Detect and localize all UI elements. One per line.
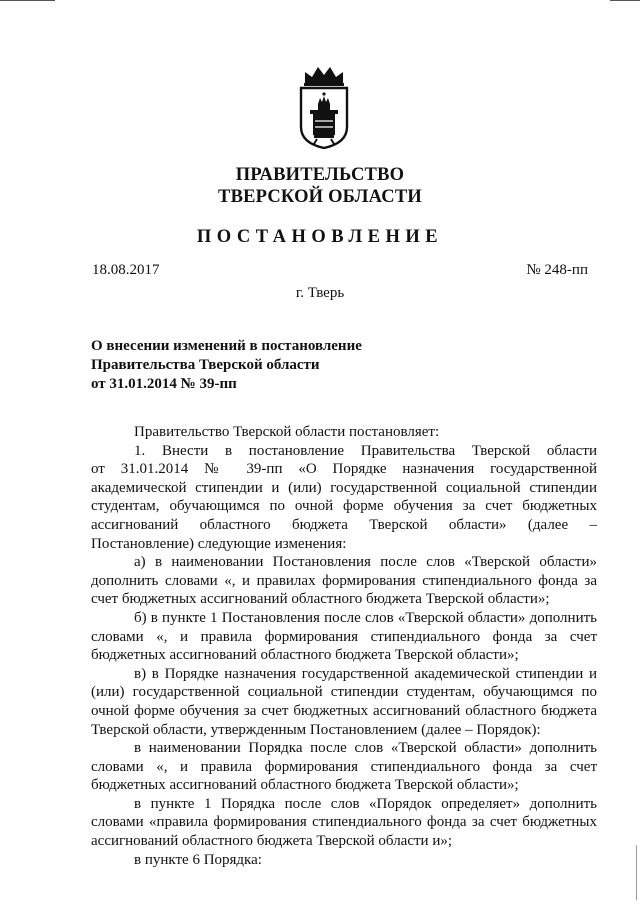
document-city: г. Тверь [295,285,345,301]
subject-line: от 31.01.2014 № 39-пп [91,376,237,392]
body-line: в пункте 6 Порядка: [134,851,262,868]
document-type-title: ПОСТАНОВЛЕНИЕ [196,227,444,247]
body-line: Постановление) следующие изменения: [91,535,347,552]
body-line: б) в пункте 1 Постановления после слов «Тверской области» дополнить [134,609,597,626]
body-line: Тверской области, утвержденным Постановлением (далее – Порядок): [91,721,541,738]
body-line: Правительство Тверской области постановляет: [134,424,440,440]
body-line: бюджетных ассигнований областного бюджета Тверской области»; [91,647,519,664]
body-line: студентам, обучающимся по очной форме обучения за счет бюджетных [91,498,597,515]
body-line: ассигнований областного бюджета Тверской области» (далее – [91,516,597,533]
body-line: счет бюджетных ассигнований областного бюджета Тверской области»; [91,591,550,608]
document-date: 18.08.2017 [92,262,160,278]
body-line: словами «, и правила формирования стипендиального фонда за счет [91,758,597,775]
body-line: словами «правила формирования стипендиального фонда за счет бюджетных [91,814,597,831]
body-line: (или) государственной социальной стипендии студентам, обучающимся по [91,684,597,701]
body-line: академической стипендии и (или) государственной социальной стипендии [91,479,597,496]
body-line: а) в наименовании Постановления после слов «Тверской области» [134,554,597,571]
body-line: 1. Внести в постановление Правительства Тверской области [134,442,597,459]
scan-artifact-top-right [610,0,640,1]
document-number: № 248-пп [526,262,588,278]
body-line: в пункте 1 Порядка после слов «Порядок определяет» дополнить [134,795,597,812]
org-name-line-2: ТВЕРСКОЙ ОБЛАСТИ [218,187,422,207]
body-line: бюджетных ассигнований областного бюджета Тверской области»; [91,777,519,794]
body-line: от 31.01.2014 № 39-пп «О Порядке назначения государственной [91,461,597,478]
tver-coat-of-arms-icon [297,63,351,149]
org-name-line-1: ПРАВИТЕЛЬСТВО [235,165,405,185]
body-line: ассигнований областного бюджета Тверской области и»; [91,833,453,850]
document-body [91,423,597,869]
document-subject [91,337,362,394]
scan-artifact-top-left [0,0,55,1]
body-line: в) в Порядке назначения государственной академической стипендии и [134,665,597,682]
subject-line: Правительства Тверской области [91,357,320,373]
body-line: в наименовании Порядка после слов «Тверской области» дополнить [134,740,597,757]
body-line: дополнить словами «, и правилах формирования стипендиального фонда за [91,572,597,589]
body-line: словами «, и правила формирования стипендиального фонда за счет [91,628,597,645]
scan-artifact-edge [636,845,637,900]
subject-line: О внесении изменений в постановление [91,338,362,354]
body-line: очной форме обучения за счет бюджетных ассигнований областного бюджета [91,702,597,719]
